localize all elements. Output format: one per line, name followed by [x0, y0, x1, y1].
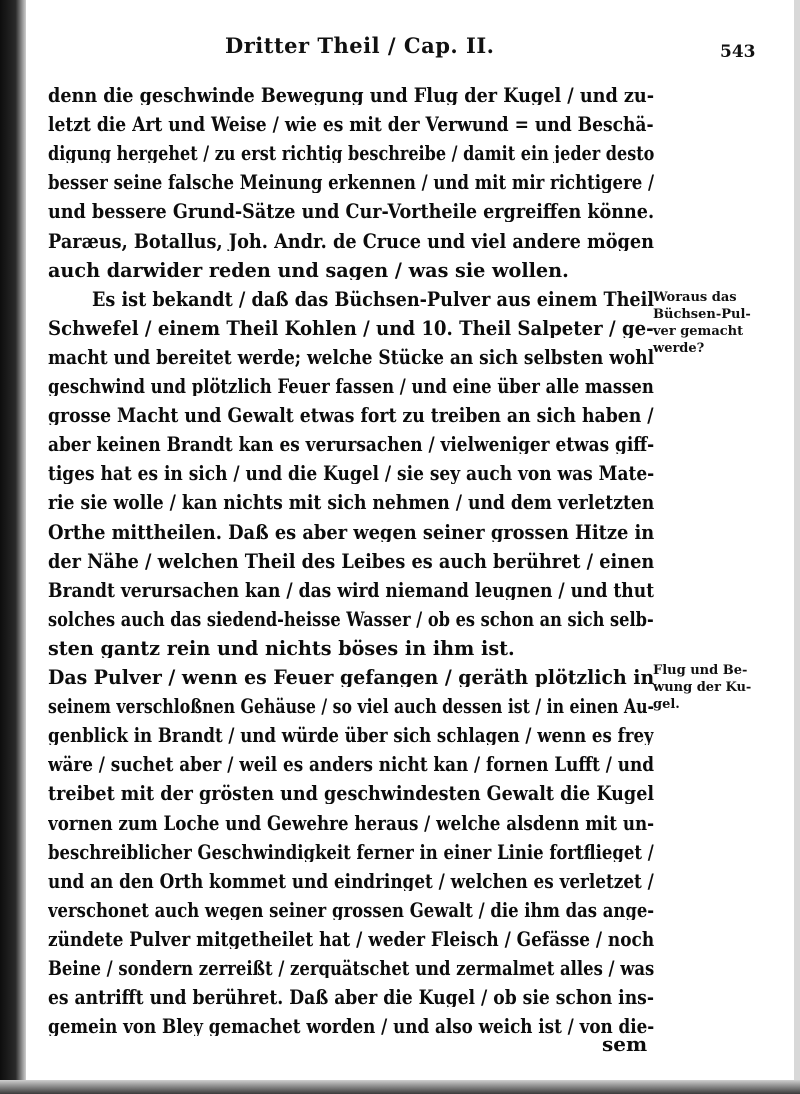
scan-shadow-left: [0, 0, 26, 1094]
text-line: genblick in Brandt / und würde über sich schlagen / wenn es frey: [48, 726, 654, 746]
text-line: solches auch das siedend-heisse Wasser / ob es schon an sich selb-: [48, 609, 654, 629]
scan-shadow-bottom: [0, 1080, 800, 1094]
text-line: auch darwider reden und sagen / was sie wollen.: [48, 260, 569, 280]
marginal-note-line: ver gemacht: [653, 324, 744, 339]
text-line: seinem verschloßnen Gehäuse / so viel auch dessen ist / in einen Au-: [48, 697, 654, 717]
text-line: aber keinen Brandt kan es verursachen / vielweniger etwas giff-: [48, 435, 654, 455]
text-line: grosse Macht und Gewalt etwas fort zu treiben an sich haben /: [48, 406, 654, 426]
text-line: tiges hat es in sich / und die Kugel / sie sey auch von was Mate-: [48, 464, 655, 484]
marginal-note-line: Flug und Be-: [653, 663, 748, 678]
marginal-note-line: wung der Ku-: [653, 680, 752, 695]
text-line: Beine / sondern zerreißt / zerquätschet und zermalmet alles / was: [48, 959, 655, 979]
page-number: 543: [720, 42, 756, 62]
text-line: Es ist bekandt / daß das Büchsen-Pulver aus einem Theil: [92, 289, 654, 309]
text-line: beschreiblicher Geschwindigkeit ferner in einer Linie fortflieget /: [48, 842, 654, 862]
text-line: zündete Pulver mitgetheilet hat / weder Fleisch / Gefässe / noch: [48, 929, 654, 950]
text-line: verschonet auch wegen seiner grossen Gewalt / die ihm das ange-: [48, 900, 654, 920]
text-line: Das Pulver / wenn es Feuer gefangen / geräth plötzlich in: [48, 668, 655, 688]
text-line: und bessere Grund-Sätze und Cur-Vortheile ergreiffen könne.: [48, 202, 654, 222]
text-line: denn die geschwinde Bewegung und Flug der Kugel / und zu-: [48, 86, 654, 106]
text-line: macht und bereitet werde; welche Stücke an sich selbsten wohl: [48, 347, 654, 368]
text-line: besser seine falsche Meinung erkennen / und mit mir richtigere /: [48, 173, 655, 193]
text-line: sten gantz rein und nichts böses in ihm ist.: [48, 638, 515, 659]
text-line: es antrifft und berühret. Daß aber die Kugel / ob sie schon ins-: [48, 988, 654, 1008]
marginal-note-line: werde?: [653, 341, 705, 356]
text-line: geschwind und plötzlich Feuer fassen / und eine über alle massen: [48, 377, 654, 397]
text-line: rie sie wolle / kan nichts mit sich nehmen / und dem verletzten: [48, 493, 655, 513]
text-line: Orthe mittheilen. Daß es aber wegen seiner grossen Hitze in: [48, 522, 654, 542]
text-line: treibet mit der grösten und geschwindesten Gewalt die Kugel: [48, 784, 654, 804]
marginal-note-line: Woraus das: [653, 290, 737, 305]
marginal-note-gunpowder: [653, 289, 763, 357]
text-line: letzt die Art und Weise / wie es mit der Verwund = und Beschä-: [48, 115, 654, 135]
text-line: digung hergehet / zu erst richtig beschreibe / damit ein jeder desto: [48, 144, 655, 164]
marginal-note-bullet-flight: [653, 662, 763, 713]
text-line: gemein von Bley gemachet worden / und also weich ist / von die-: [48, 1017, 654, 1037]
text-line: vornen zum Loche und Gewehre heraus / welche alsdenn mit un-: [48, 813, 655, 833]
text-line: wäre / suchet aber / weil es anders nicht kan / fornen Lufft / und: [48, 755, 654, 775]
catchword: sem: [602, 1032, 648, 1056]
running-head: Dritter Theil / Cap. II.: [225, 33, 495, 58]
marginal-note-line: gel.: [653, 697, 680, 712]
scan-edge-right: [794, 0, 800, 1094]
text-line: Schwefel / einem Theil Kohlen / und 10. Theil Salpeter / ge-: [48, 318, 654, 338]
text-line: der Nähe / welchen Theil des Leibes es auch berühret / einen: [48, 551, 654, 571]
text-line: und an den Orth kommet und eindringet / welchen es verletzet /: [48, 871, 654, 891]
text-line: Brandt verursachen kan / das wird niemand leugnen / und thut: [48, 580, 654, 600]
text-line: Paræus, Botallus, Joh. Andr. de Cruce und viel andere mögen: [48, 231, 654, 251]
marginal-note-line: Büchsen-Pul-: [653, 307, 751, 322]
